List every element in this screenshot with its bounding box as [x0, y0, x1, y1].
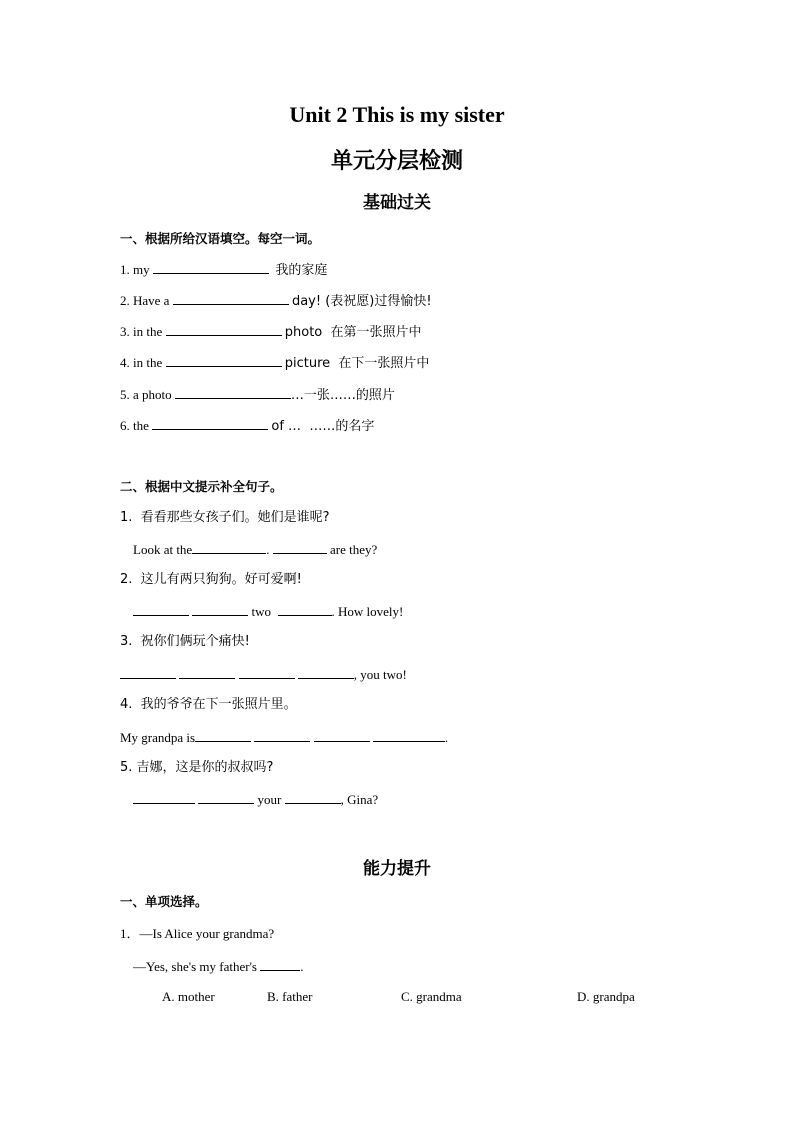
answer-blank[interactable]: [373, 729, 445, 742]
sentence-text: Look at the: [133, 542, 193, 557]
answer-blank[interactable]: [166, 323, 282, 336]
part1-item-5: [120, 386, 395, 404]
part1-item-4: [120, 354, 429, 372]
part1-heading: 一、根据所给汉语填空。每空一词。: [120, 231, 321, 246]
part3-heading: 一、单项选择。: [120, 894, 208, 909]
sentence-text: , you two!: [353, 667, 407, 682]
item-hint: photo 在第一张照片中: [284, 325, 422, 340]
option-a[interactable]: A. mother: [162, 989, 215, 1004]
part2-q2-english: [133, 603, 403, 620]
sentence-text: .: [444, 730, 449, 745]
level-basic-heading: 基础过关: [363, 193, 431, 213]
option-b[interactable]: B. father: [267, 989, 313, 1004]
part2-q5-english: [133, 791, 378, 808]
answer-blank[interactable]: [133, 603, 189, 616]
part2-q4-english: [120, 729, 448, 746]
answer-blank[interactable]: [179, 666, 235, 679]
answer-blank[interactable]: [120, 666, 176, 679]
unit-title: Unit 2 This is my sister: [289, 102, 505, 127]
item-hint: …一张……的照片: [290, 388, 395, 403]
part2-heading: 二、根据中文提示补全句子。: [120, 479, 283, 494]
item-hint: picture 在下一张照片中: [284, 356, 430, 371]
sentence-text: .: [266, 542, 270, 557]
part2-q1-english: [133, 541, 377, 558]
item-hint: 我的家庭: [275, 263, 328, 278]
level-advanced-heading: 能力提升: [363, 859, 431, 879]
item-number: 3. in the: [120, 324, 163, 339]
sentence-text: .: [300, 959, 304, 974]
part1-item-6: [120, 417, 374, 435]
part1-item-3: [120, 323, 422, 341]
item-hint: day! (表祝愿)过得愉快!: [291, 294, 432, 309]
item-number: 1. my: [120, 262, 150, 277]
sentence-text: are they?: [329, 542, 378, 557]
item-number: 2. Have a: [120, 293, 170, 308]
item-hint: of … ……的名字: [271, 419, 375, 434]
part2-q2-chinese: 2. 这儿有两只狗狗。好可爱啊!: [120, 572, 302, 587]
answer-blank[interactable]: [260, 958, 300, 971]
answer-blank[interactable]: [173, 292, 289, 305]
sentence-text: My grandpa is: [120, 730, 196, 745]
sentence-text: your: [257, 792, 282, 807]
part2-q1-chinese: 1. 看看那些女孩子们。她们是谁呢?: [120, 510, 330, 525]
item-number: 4. in the: [120, 355, 163, 370]
item-number: 6. the: [120, 418, 149, 433]
answer-blank[interactable]: [278, 603, 332, 616]
sentence-text: two: [251, 604, 271, 619]
part2-q3-chinese: 3. 祝你们俩玩个痛快!: [120, 634, 250, 649]
part3-q1-answer-line: [133, 958, 303, 975]
answer-blank[interactable]: [314, 729, 370, 742]
sentence-text: , Gina?: [340, 792, 379, 807]
part2-q4-chinese: 4. 我的爷爷在下一张照片里。: [120, 697, 297, 712]
answer-blank[interactable]: [298, 666, 354, 679]
answer-blank[interactable]: [195, 729, 251, 742]
part2-q3-english: [120, 666, 407, 683]
answer-blank[interactable]: [166, 354, 282, 367]
answer-blank[interactable]: [285, 791, 341, 804]
part1-item-1: [120, 261, 327, 279]
unit-subtitle: 单元分层检测: [330, 149, 463, 174]
answer-blank[interactable]: [192, 603, 248, 616]
sentence-text: —Yes, she's my father's: [133, 959, 257, 974]
answer-blank[interactable]: [273, 541, 327, 554]
part2-q5-chinese: 5. 吉娜，这是你的叔叔吗?: [120, 760, 274, 775]
part1-item-2: [120, 292, 432, 310]
answer-blank[interactable]: [133, 791, 195, 804]
answer-blank[interactable]: [192, 541, 266, 554]
option-c[interactable]: C. grandma: [401, 989, 462, 1004]
item-number: 5. a photo: [120, 387, 172, 402]
answer-blank[interactable]: [239, 666, 295, 679]
answer-blank[interactable]: [175, 386, 291, 399]
answer-blank[interactable]: [152, 417, 268, 430]
answer-blank[interactable]: [198, 791, 254, 804]
answer-blank[interactable]: [153, 261, 269, 274]
answer-blank[interactable]: [254, 729, 310, 742]
option-d[interactable]: D. grandpa: [577, 989, 635, 1004]
part3-q1-question: 1．—Is Alice your grandma?: [120, 926, 275, 941]
sentence-text: . How lovely!: [331, 604, 404, 619]
